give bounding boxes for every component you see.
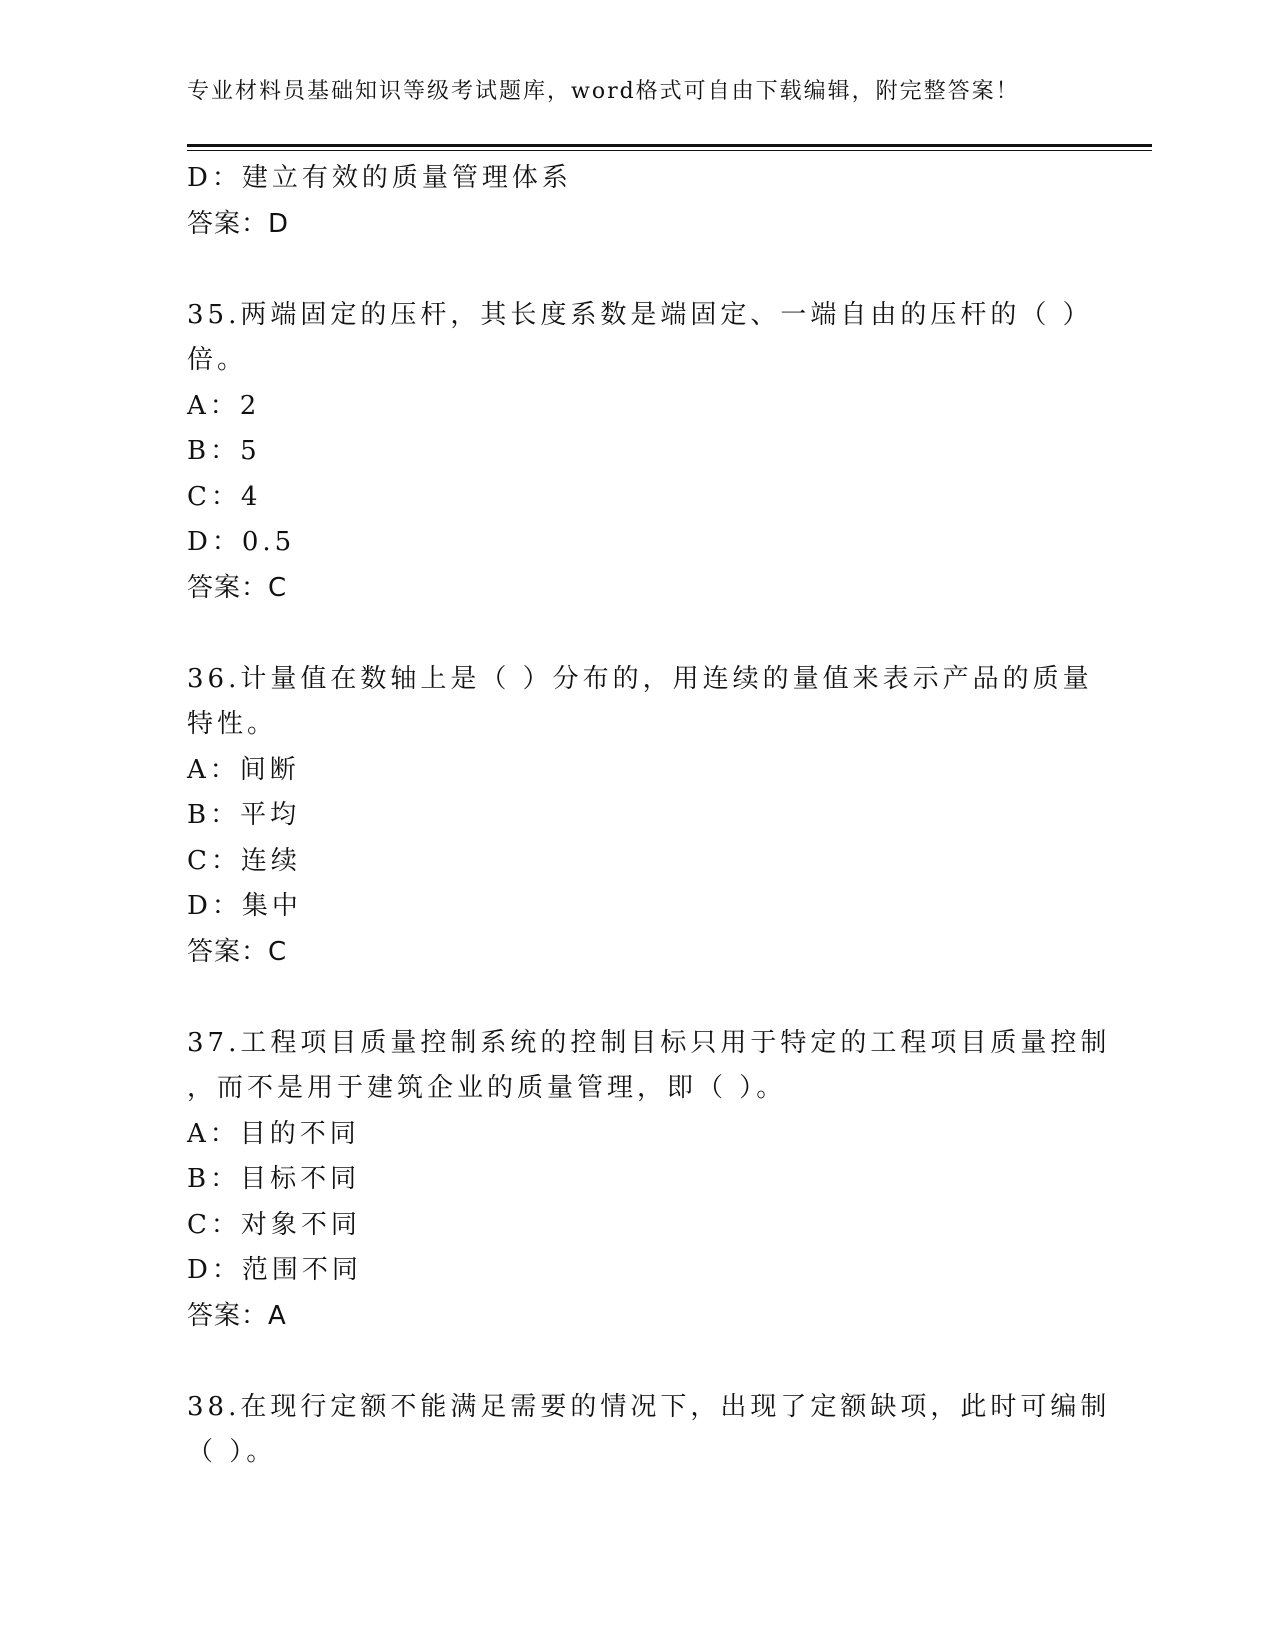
question-35-option-a: A：2 xyxy=(187,390,261,421)
question-38-text-line-2: （ ）。 xyxy=(187,1437,277,1467)
question-36 xyxy=(187,657,1093,976)
header-rule-thick xyxy=(187,144,1152,147)
question-38-text-line-1: 38.在现行定额不能满足需要的情况下，出现了定额缺项，此时可编制 xyxy=(187,1391,1111,1422)
question-38 xyxy=(187,1385,1111,1476)
header-rule-thin xyxy=(187,150,1152,151)
question-36-text-line-1: 36.计量值在数轴上是（ ）分布的，用连续的量值来表示产品的质量 xyxy=(187,663,1093,694)
question-35 xyxy=(187,293,1093,612)
question-37-option-b: B：目标不同 xyxy=(187,1164,361,1194)
question-37-option-d: D：范围不同 xyxy=(187,1255,362,1285)
spacer xyxy=(187,611,1087,657)
question-34-answer: 答案：D xyxy=(187,208,290,239)
question-37-option-c: C：对象不同 xyxy=(187,1209,361,1240)
question-36-option-d: D：集中 xyxy=(187,891,302,921)
spacer xyxy=(187,975,1087,1021)
question-35-option-b: B：5 xyxy=(187,436,261,466)
question-35-option-c: C：4 xyxy=(187,481,262,512)
page-header: 专业材料员基础知识等级考试题库，word格式可自由下载编辑，附完整答案！ xyxy=(187,79,1020,104)
question-37-text-line-1: 37.工程项目质量控制系统的控制目标只用于特定的工程项目质量控制 xyxy=(187,1027,1111,1058)
question-content xyxy=(187,156,1111,1476)
question-35-option-d: D：0.5 xyxy=(187,527,296,557)
question-36-option-c: C：连续 xyxy=(187,845,301,876)
question-36-answer: 答案：C xyxy=(187,936,288,967)
question-36-option-a: A：间断 xyxy=(187,754,300,785)
question-37-answer: 答案：A xyxy=(187,1300,287,1331)
question-37-option-a: A：目的不同 xyxy=(187,1118,360,1149)
question-34-option-d: D：建立有效的质量管理体系 xyxy=(187,163,572,193)
question-36-text-line-2: 特性。 xyxy=(187,709,278,739)
question-35-text-line-1: 35.两端固定的压杆，其长度系数是端固定、一端自由的压杆的（ ） xyxy=(187,299,1093,330)
question-36-option-b: B：平均 xyxy=(187,800,301,830)
question-37 xyxy=(187,1021,1111,1340)
question-35-text-line-2: 倍。 xyxy=(187,345,248,375)
spacer xyxy=(187,247,1087,293)
spacer xyxy=(187,1339,1087,1385)
question-35-answer: 答案：C xyxy=(187,572,288,603)
question-37-text-line-2: ，而不是用于建筑企业的质量管理，即（ ）。 xyxy=(187,1073,787,1103)
